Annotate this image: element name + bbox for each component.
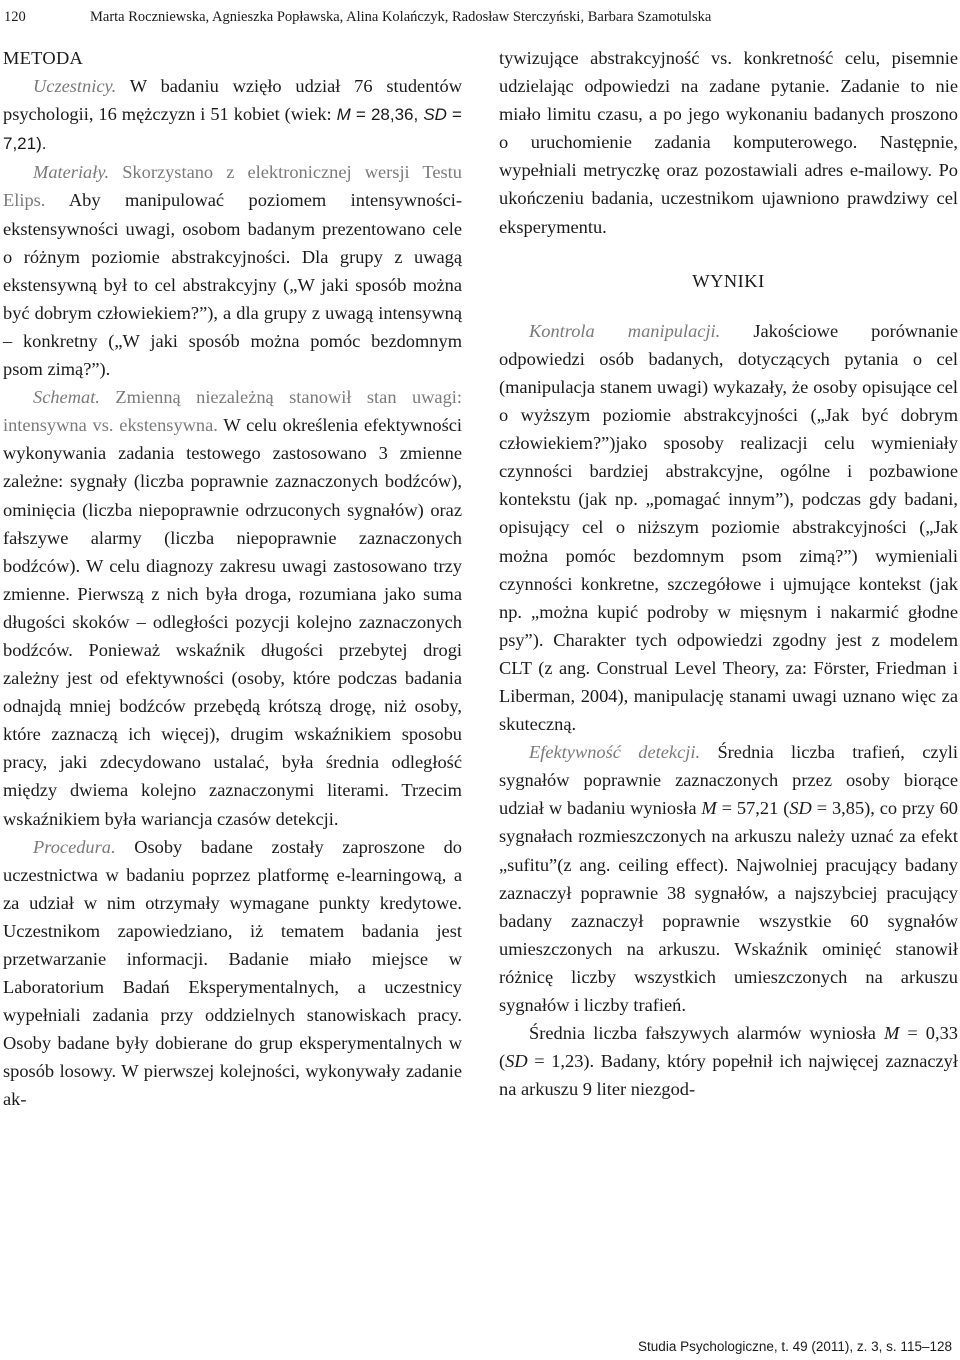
running-header <box>4 6 954 28</box>
materials-text-b: Aby manipulować poziomem intensywności-ekstensywności uwagi, osobom badanym prezentowano cele o różnym poziomie abstrakcyjności. Dla grupy z uwagą ekstensywną był to cel abstrakcyjny („W jaki sposób można być dobrym człowiekiem?”), a dla grupy z uwagą intensywną – konkretny („W jaki sposób można pomóc bezdomnym psom zimą?”). <box>3 190 462 380</box>
manipulation-text: Jakościowe porównanie odpowiedzi osób badanych, dotyczących pytania o cel (manipulacja stanem uwagi) wykazały, że osoby opisujące cel o wyższym poziomie abstrakcyjności („Jak być dobrym człowiekiem?”)jako sposoby realizacji celu wymieniały czynności bardziej abstrakcyjne, ogólne i pozbawione kontekstu (jak np. „pomagać innym”), podczas gdy badani, opisujący cel o niższym poziomie abstrakcyjności („Jak można pomóc bezdomnym psom zimą?”) wymieniali czynności konkretne, szczegółowe i ujmujące kontekst (jak np. „można kupić podroby w mięsnym i nakarmić głodne psy”). Charakter tych odpowiedzi zgodny jest z modelem CLT (z ang. Construal Level Theory, za: Förster, Friedman i Liberman, 2004), manipulację stanami uwagi uznano więc za skuteczną. <box>499 320 958 735</box>
procedure-label: Procedura. <box>33 836 116 857</box>
participants-label: Uczestnicy. <box>33 76 117 97</box>
false-alarms-paragraph <box>499 1019 958 1103</box>
participants-m-symbol: M <box>336 105 351 125</box>
procedure-text: Osoby badane zostały zaproszone do uczestnictwa w badaniu poprzez platformę e-learningową, a za udział w nim otrzymały wymagane punkty kredytowe. Uczestnikom zapowiedziano, iż tematem badania jest przetwarzanie informacji. Badanie miało miejsce w Laboratorium Badań Eksperymentalnych, a uczestnicy wypełniali zadania przy oddzielnych stanowiskach pracy. Osoby badane były dobierane do grup eksperymentalnych w sposób losowy. W pierwszej kolejności, wykonywały zadanie ak- <box>3 836 462 1110</box>
scheme-paragraph <box>3 383 462 833</box>
false-alarms-text-c: = 1,23). Badany, który popełnił ich najwięcej zaznaczył na arkuszu 9 liter niezgod- <box>499 1051 958 1100</box>
detection-text-b: = 57,21 ( <box>716 798 790 819</box>
materials-paragraph <box>3 158 462 383</box>
method-heading: METODA <box>3 48 84 68</box>
right-column <box>499 44 958 1103</box>
results-heading: WYNIKI <box>692 270 765 291</box>
journal-citation: Studia Psychologiczne, t. 49 (2011), z. 3, s. 115–128 <box>638 1339 952 1354</box>
page-number: 120 <box>4 9 26 25</box>
procedure-paragraph <box>3 833 462 1114</box>
participants-text-a: W badaniu wzięło udział 76 studentów psychologii, 16 mężczyzn i 51 kobiet (wiek: <box>3 76 462 125</box>
participants-text-b: = 28,36, <box>350 105 424 125</box>
left-column <box>3 44 462 1114</box>
detection-text-a: Średnia liczba trafień, czyli sygnałów poprawnie zaznaczonych przez osoby biorące udział w badaniu wyniosła <box>499 742 958 819</box>
false-alarms-sd-symbol: SD <box>505 1051 528 1072</box>
manipulation-paragraph <box>499 317 958 738</box>
manipulation-label: Kontrola manipulacji. <box>529 320 721 341</box>
participants-text-c: = 7,21). <box>3 105 462 154</box>
false-alarms-m-symbol: M <box>883 1023 900 1044</box>
participants-sd-symbol: SD <box>423 105 447 125</box>
false-alarms-text-a: Średnia liczba fałszywych alarmów wyniosła <box>529 1023 884 1044</box>
scheme-text-b: W celu określenia efektywności wykonywania zadania testowego zastosowano 3 zmienne zależne: sygnały (liczba poprawnie zaznaczonych bodźców), ominięcia (liczba niepoprawnie odrzuconych sygnałów) oraz fałszywe alarmy (liczba niepoprawnie zaznaczonych bodźców). W celu diagnozy zakresu uwagi zastosowano trzy zmienne. Pierwszą z nich była droga, rozumiana jako suma długości skoków – odległości pozycji kolejno zaznaczonych bodźców. Ponieważ wskaźnik długości przebytej drogi zależny jest od efektywności (osoby, które podczas badania odnajdą mniej bodźców przebędą krótszą drogę, niż osoby, które zaznaczą ich więcej), drugim wskaźnikiem sposobu pracy, jaki zdecydowano ustalać, była średnia odległość między dwiema kolejno zaznaczonymi literami. Trzecim wskaźnikiem była wariancja czasów detekcji. <box>3 415 462 829</box>
detection-m-symbol: M <box>701 798 717 819</box>
false-alarms-text-b: = 0,33 ( <box>499 1023 958 1072</box>
detection-label: Efektywność detekcji. <box>529 742 701 763</box>
detection-sd-symbol: SD <box>789 798 812 819</box>
continuation-paragraph: tywizujące abstrakcyjność vs. konkretność celu, pisemnie udzielając odpowiedzi na zadane pytanie. Zadanie to nie miało limitu czasu, a po jego wykonaniu badanych proszono o uruchomienie zadania komputerowego. Następnie, wypełniali metryczkę oraz pozostawiali adres e-mailowy. Po ukończeniu badania, uczestnikom ujawniono prawdziwy cel eksperymentu. <box>499 48 958 237</box>
header-authors: Marta Roczniewska, Agnieszka Popławska, Alina Kolańczyk, Radosław Sterczyński, Barbara Szamotulska <box>90 9 712 25</box>
materials-label: Materiały. <box>33 162 110 183</box>
scheme-text-a: Zmienną niezależną stanowił stan uwagi: intensywna vs. ekstensywna. <box>3 387 462 436</box>
materials-text-a: Skorzystano z elektronicznej wersji Testu Elips. <box>3 162 462 211</box>
scheme-label: Schemat. <box>33 387 100 408</box>
detection-text-c: = 3,85), co przy 60 sygnałach rozmieszczonych na arkuszu należy uznać za efekt „sufitu”(z ang. ceiling effect). Najwolniej pracujący badany zaznaczył poprawnie 38 sygnałów, a najszybciej pracujący badany zaznaczył poprawnie wszystkie 60 sygnałów umieszczonych na arkuszu. Wskaźnik ominięć stanowił różnicę liczby wszystkich umieszczonych na arkuszu sygnałów i liczby trafień. <box>499 798 958 1015</box>
participants-paragraph <box>3 72 462 158</box>
detection-paragraph <box>499 738 958 1019</box>
